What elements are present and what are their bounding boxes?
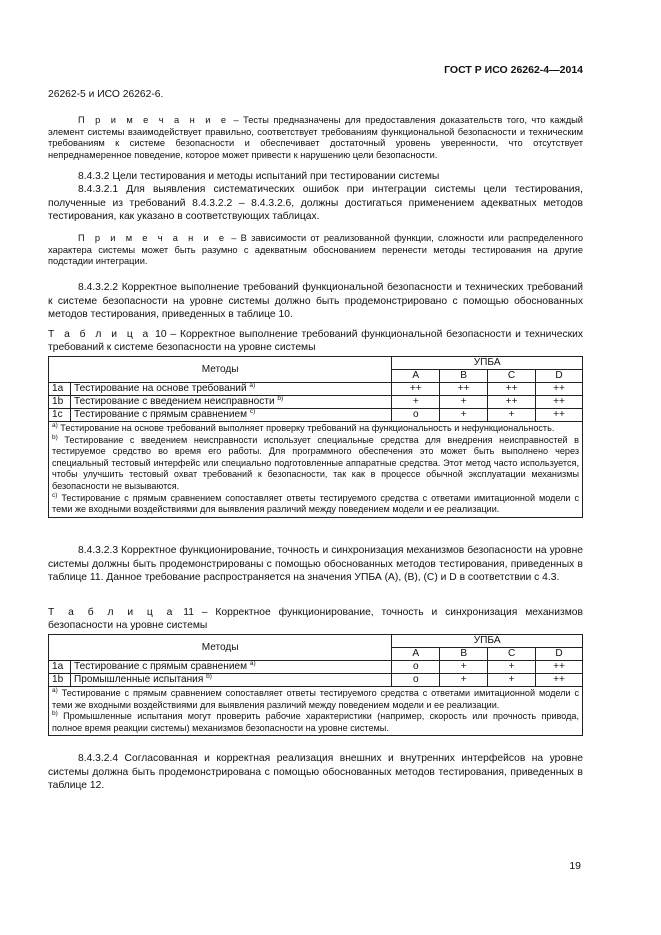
level-header: C (488, 370, 536, 383)
row-id: 1a (49, 661, 71, 674)
footnote-text: Тестирование с введением неисправности использует специальные средства для внедрения неисправностей в тестируемое средство во время его работы. Для программного обеспечения это может быть выполнено через специальный тестовый интерфейс или специально подготовленные аппаратные средства. Этот метод часто используется, чтобы улучшить тестовый охват требований к безопасности, так как в процессе обычной эксплуатации механизмы безопасности не вызываются. (52, 434, 579, 491)
level-header: B (440, 648, 488, 661)
method-cell (70, 383, 391, 396)
value-cell: + (440, 661, 488, 674)
footnote (52, 688, 579, 711)
value-cell: ++ (488, 396, 536, 409)
method-name: Промышленные испытания (73, 674, 204, 685)
note-label: П р и м е ч а н и е (78, 233, 228, 243)
method-name: Тестирование с введением неисправности (73, 396, 275, 407)
value-cell: + (440, 674, 488, 687)
footnote-text: Тестирование с прямым сравнением сопоставляет ответы тестируемого средства с ответами имитационной модели с теми же входными воздействиями для выявления различий между поведением модели и ее реализации. (52, 688, 579, 710)
footnote-text: Тестирование с прямым сравнением сопоставляет ответы тестируемого средства с ответами имитационной модели с теми же входными воздействиями для выявления различий между поведением модели и ее реализации. (52, 492, 579, 515)
value-cell: o (392, 661, 440, 674)
value-cell: ++ (536, 674, 583, 687)
table10-footnotes (49, 422, 583, 518)
level-header: D (536, 370, 583, 383)
footnote-mark: a) (52, 422, 58, 429)
note-label: П р и м е ч а н и е (78, 115, 230, 125)
table-row (49, 661, 583, 674)
footnote-mark: a) (52, 687, 58, 694)
method-cell (70, 409, 391, 422)
value-cell: + (440, 396, 488, 409)
method-name: Тестирование на основе требований (73, 383, 247, 394)
caption-label: Т а б л и ц а (48, 329, 152, 340)
note-text: – В зависимости от реализованной функции, сложности или распределенного характера системы может быть разумно с адекватным обоснованием перенести методы тестирования на другие подстадии интеграции. (48, 233, 583, 267)
footnote-text: Промышленные испытания могут проверить рабочие характеристики (например, скорость или прочность привода, полное время реакции системы) механизмов безопасности на уровне системы. (52, 711, 579, 733)
footnote-mark: b) (52, 710, 58, 718)
note-text: – Тесты предназначены для предоставления доказательств того, что каждый элемент системы взаимодействует правильно, соответствует требованиям функциональной безопасности и техническим требованиям к системе безопасности и обеспечивает достаточный уровень уверенности, что отсутствует непреднамеренное поведение, которое может привести к нарушению цели безопасности. (48, 115, 583, 160)
table10-caption-line1 (48, 328, 583, 342)
value-cell: ++ (440, 383, 488, 396)
method-name: Тестирование с прямым сравнением (73, 409, 248, 420)
footnote-text: Тестирование на основе требований выполняет проверку требований на функциональность и нефункциональность. (57, 423, 555, 433)
table11-caption-line1 (48, 606, 583, 620)
table-10 (48, 356, 583, 518)
value-cell: ++ (536, 383, 583, 396)
methods-header: Методы (49, 635, 392, 661)
caption-text: 11 – Корректное функционирование, точность и синхронизация механизмов (183, 607, 583, 618)
value-cell: o (392, 674, 440, 687)
footnote-ref: b) (277, 395, 284, 402)
footnote-ref: c) (249, 408, 256, 415)
level-header: C (488, 648, 536, 661)
table10-caption-line2: требований к системе безопасности на уровне системы (48, 342, 316, 353)
caption-text: 10 – Корректное выполнение требований функциональной безопасности и технических (155, 329, 583, 340)
clause-8-4-3-2: 8.4.3.2 Цели тестирования и методы испытаний при тестировании системы (78, 171, 440, 182)
upba-header: УПБА (392, 357, 583, 370)
caption-label: Т а б л и ц а (48, 607, 176, 618)
footnote (52, 435, 579, 493)
method-cell (70, 661, 391, 674)
value-cell: ++ (488, 383, 536, 396)
value-cell: o (392, 409, 440, 422)
value-cell: ++ (536, 409, 583, 422)
row-id: 1b (49, 396, 71, 409)
table-row (49, 409, 583, 422)
value-cell: ++ (536, 396, 583, 409)
document-header: ГОСТ Р ИСО 26262-4—2014 (444, 64, 583, 76)
intro-line: 26262-5 и ИСО 26262-6. (48, 89, 164, 100)
clause-8-4-3-2-4: 8.4.3.2.4 Согласованная и корректная реализация внешних и внутренних интерфейсов на уровне системы должна быть продемонстрирована с помощью обоснованных методов тестирования, приведенных в таблице 12. (48, 753, 583, 791)
level-header: B (440, 370, 488, 383)
note-2 (48, 233, 583, 268)
footnote-ref: a) (249, 382, 256, 389)
table11-footnotes (49, 687, 583, 736)
value-cell: + (488, 674, 536, 687)
level-header: D (536, 648, 583, 661)
note-1 (48, 115, 583, 161)
footnote (52, 423, 579, 435)
footnote-ref: a) (249, 660, 256, 667)
table-row (49, 383, 583, 396)
method-name: Тестирование с прямым сравнением (73, 661, 248, 672)
clause-8-4-3-2-2: 8.4.3.2.2 Корректное выполнение требований функциональной безопасности и технических требований к системе безопасности на уровне системы должно быть продемонстрировано с помощью обоснованных методов тестирования, приведенных в таблице 10. (48, 282, 583, 320)
row-id: 1c (49, 409, 71, 422)
row-id: 1a (49, 383, 71, 396)
methods-header: Методы (49, 357, 392, 383)
footnote-mark: c) (52, 491, 58, 499)
clause-8-4-3-2-1: 8.4.3.2.1 Для выявления систематических ошибок при интеграции системы цели тестирования, полученные из требований 8.4.3.2.2 – 8.4.3.2.6, должны достигаться применением адекватных методов тестирования, как указано в соответствующих таблицах. (48, 184, 583, 222)
value-cell: + (488, 409, 536, 422)
value-cell: ++ (392, 383, 440, 396)
value-cell: + (440, 409, 488, 422)
value-cell: ++ (536, 661, 583, 674)
footnote-mark: b) (52, 433, 58, 441)
method-cell (70, 674, 391, 687)
footnote (52, 711, 579, 734)
value-cell: + (488, 661, 536, 674)
table11-caption-line2: безопасности на уровне системы (48, 620, 208, 631)
footnote (52, 493, 579, 516)
table-row (49, 396, 583, 409)
level-header: A (392, 648, 440, 661)
value-cell: + (392, 396, 440, 409)
row-id: 1b (49, 674, 71, 687)
upba-header: УПБА (392, 635, 583, 648)
page-number: 19 (569, 860, 581, 872)
method-cell (70, 396, 391, 409)
clause-8-4-3-2-3: 8.4.3.2.3 Корректное функционирование, точность и синхронизация механизмов безопасности на уровне системы должны быть продемонстрированы с помощью обоснованных методов тестирования, приведенных в таблице 11. Данное требование распространяется на значения УПБА (A), (B), (C) и D в соответствии с 4.3. (48, 545, 583, 583)
table-11 (48, 634, 583, 736)
footnote-ref: b) (206, 673, 212, 680)
level-header: A (392, 370, 440, 383)
table-row (49, 674, 583, 687)
